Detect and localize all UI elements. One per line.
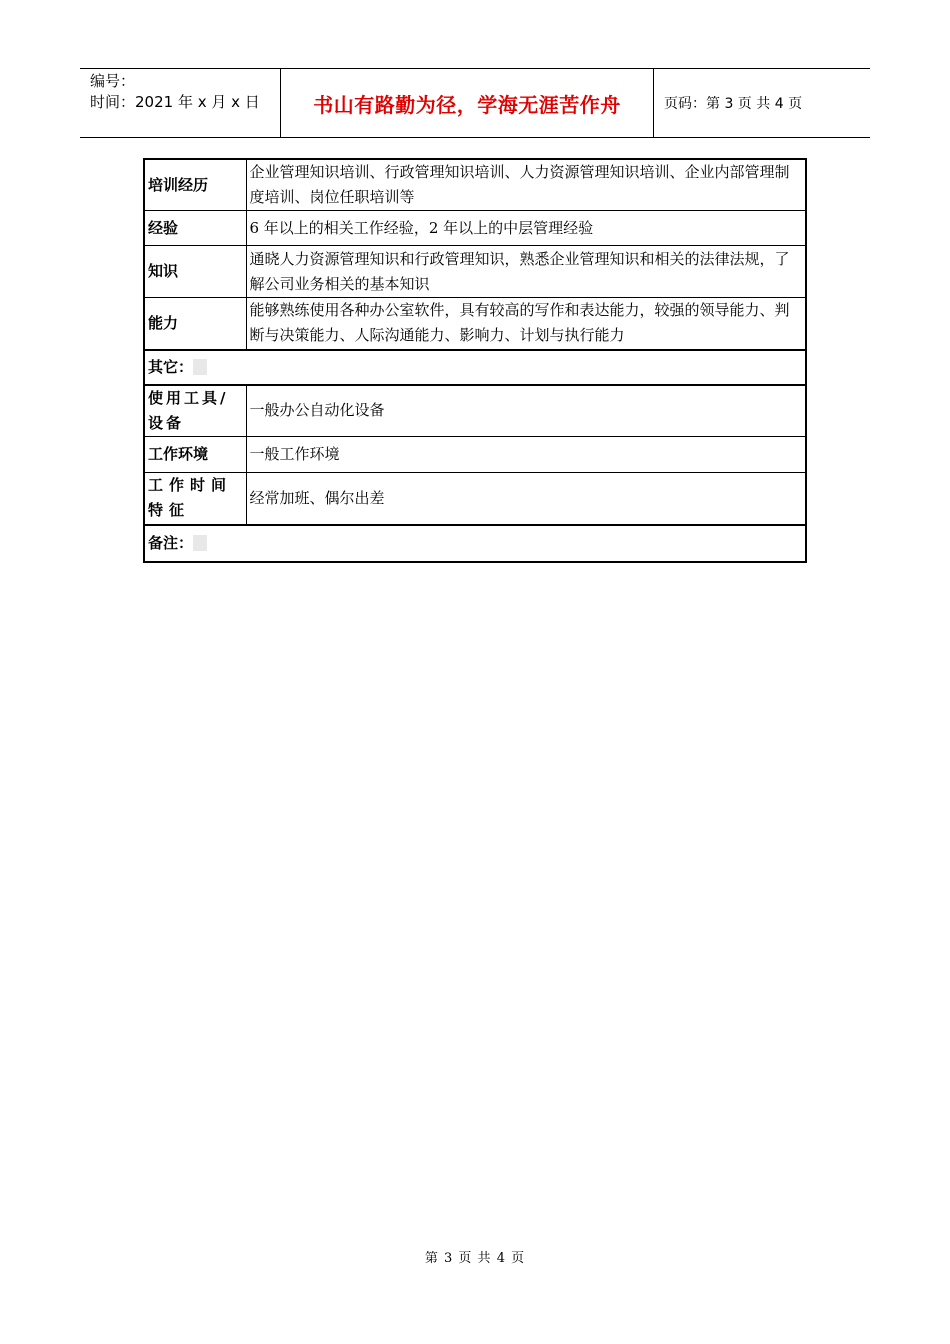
motto: 书山有路勤为径，学海无涯苦作舟 <box>313 92 621 117</box>
row-value: 一般工作环境 <box>246 437 806 473</box>
table-row <box>144 385 806 437</box>
table-row <box>144 298 806 350</box>
number-label: 编号： <box>90 72 136 90</box>
remarks-heading-cell <box>144 525 806 562</box>
date-label: 时间：2021 年 x 月 x 日 <box>90 93 260 111</box>
table-row <box>144 159 806 211</box>
header-page-cell <box>654 69 870 137</box>
row-value: 一般办公自动化设备 <box>246 385 806 437</box>
page-header <box>80 68 870 138</box>
row-label: 知识 <box>144 246 246 298</box>
row-value: 通晓人力资源管理知识和行政管理知识，熟悉企业管理知识和相关的法律法规，了解公司业务相关的基本知识 <box>246 246 806 298</box>
row-label: 能力 <box>144 298 246 350</box>
row-value: 经常加班、偶尔出差 <box>246 473 806 525</box>
row-value: 能够熟练使用各种办公室软件，具有较高的写作和表达能力，较强的领导能力、判断与决策能力、人际沟通能力、影响力、计划与执行能力 <box>246 298 806 350</box>
table-row <box>144 246 806 298</box>
row-label: 使用工具/设备 <box>144 385 246 437</box>
row-value: 6 年以上的相关工作经验，2 年以上的中层管理经验 <box>246 211 806 246</box>
table-row <box>144 437 806 473</box>
section-row-other <box>144 350 806 385</box>
row-value: 企业管理知识培训、行政管理知识培训、人力资源管理知识培训、企业内部管理制度培训、岗位任职培训等 <box>246 159 806 211</box>
remarks-heading: 备注： <box>148 533 194 552</box>
page-footer: 第 3 页 共 4 页 <box>424 1251 526 1266</box>
row-label: 经验 <box>144 211 246 246</box>
header-motto-cell <box>281 69 654 137</box>
job-requirements-table <box>143 158 807 563</box>
blank-field <box>193 535 207 551</box>
row-label: 培训经历 <box>144 159 246 211</box>
page-label: 页码：第 3 页 共 4 页 <box>664 96 803 112</box>
table-row <box>144 211 806 246</box>
other-heading-cell <box>144 350 806 385</box>
row-label: 工作环境 <box>144 437 246 473</box>
blank-field <box>193 359 207 375</box>
header-meta <box>80 69 281 137</box>
section-row-remarks <box>144 525 806 562</box>
row-label: 工作时间特征 <box>144 473 246 525</box>
other-heading: 其它： <box>148 357 194 376</box>
table-row <box>144 473 806 525</box>
